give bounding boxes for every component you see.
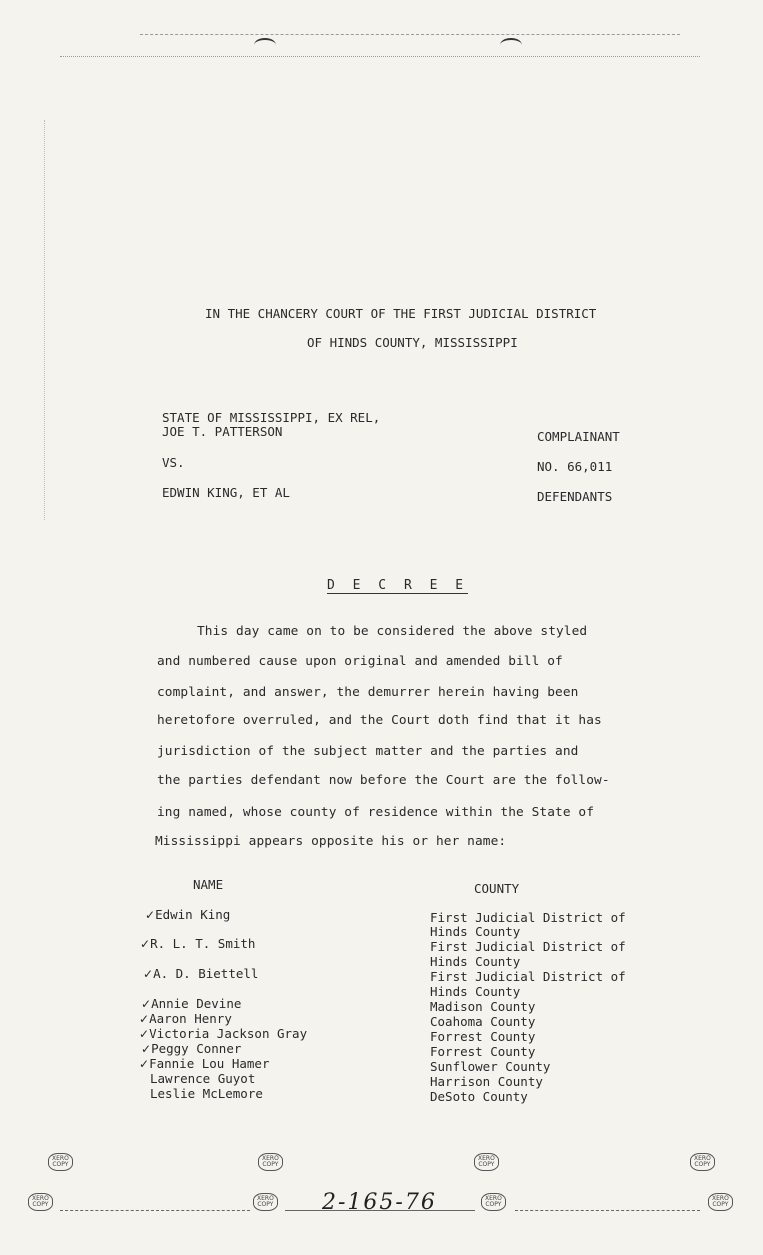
defendants-label: DEFENDANTS (537, 489, 613, 504)
top-scan-noise-2 (60, 56, 700, 57)
left-margin-noise (44, 120, 45, 520)
xero-copy-stamp (48, 1153, 73, 1171)
stamp-text: XERO (712, 1195, 729, 1202)
check-mark-icon: ✓ (139, 1027, 150, 1041)
stamp-text: COPY (694, 1161, 711, 1168)
defendant-name: Edwin King (155, 907, 231, 922)
stamp-text: XERO (52, 1155, 69, 1162)
stamp-text: XERO (478, 1155, 495, 1162)
defendant-name: Victoria Jackson Gray (149, 1026, 308, 1041)
decree-title: D E C R E E (327, 578, 469, 593)
defendant-name: Fannie Lou Hamer (149, 1056, 270, 1071)
body-line: ing named, whose county of residence within the State of (157, 805, 595, 820)
handwritten-document-number: 2-165-76 (322, 1190, 437, 1215)
name-column-header: NAME (193, 877, 224, 892)
county-cell: First Judicial District of (430, 910, 626, 925)
stamp-text: COPY (485, 1201, 502, 1208)
check-mark-icon: ✓ (140, 937, 151, 951)
stamp-text: XERO (257, 1195, 274, 1202)
defendant-name: Aaron Henry (149, 1011, 232, 1026)
xero-copy-stamp (690, 1153, 715, 1171)
county-cell: Sunflower County (430, 1059, 551, 1074)
defendant-row (139, 1026, 307, 1041)
defendant-name: A. D. Biettell (153, 966, 259, 981)
body-line: and numbered cause upon original and amended bill of (157, 654, 563, 669)
fold-mark-right (500, 38, 522, 52)
check-mark-icon: ✓ (145, 908, 156, 922)
stamp-text: COPY (52, 1161, 69, 1168)
stamp-text: COPY (478, 1161, 495, 1168)
body-line: jurisdiction of the subject matter and the parties and (157, 744, 579, 759)
stamp-text: COPY (32, 1201, 49, 1208)
county-cell: DeSoto County (430, 1089, 528, 1104)
defendant-name: Peggy Conner (151, 1041, 242, 1056)
bottom-rule-right (515, 1210, 700, 1211)
plaintiff-line2: JOE T. PATTERSON (162, 424, 283, 439)
defendant-name: Leslie McLemore (150, 1086, 263, 1101)
county-cell: Coahoma County (430, 1014, 536, 1029)
court-header-line2: OF HINDS COUNTY, MISSISSIPPI (307, 335, 518, 350)
county-cell: Harrison County (430, 1074, 543, 1089)
county-cell: Madison County (430, 999, 536, 1014)
defendant-row (145, 907, 230, 922)
complainant-label: COMPLAINANT (537, 429, 620, 444)
defendant-name: Annie Devine (151, 996, 242, 1011)
check-mark-icon: ✓ (139, 1057, 150, 1071)
county-column-header: COUNTY (474, 881, 520, 896)
fold-mark-left (254, 38, 276, 52)
defendant-row (139, 1056, 269, 1071)
body-line: This day came on to be considered the above styled (197, 624, 588, 639)
body-line: Mississippi appears opposite his or her name: (155, 834, 507, 849)
check-mark-icon: ✓ (143, 967, 154, 981)
defendant-row (139, 1011, 232, 1026)
stamp-text: XERO (694, 1155, 711, 1162)
county-cell: Forrest County (430, 1044, 536, 1059)
defendant-row (143, 966, 258, 981)
xero-copy-stamp (253, 1193, 278, 1211)
defendant-name: Lawrence Guyot (150, 1071, 256, 1086)
county-cell: Forrest County (430, 1029, 536, 1044)
county-cell: Hinds County (430, 924, 521, 939)
county-cell: First Judicial District of (430, 939, 626, 954)
body-line: complaint, and answer, the demurrer herein having been (157, 685, 579, 700)
defendant-row (141, 1041, 241, 1056)
court-header-line1: IN THE CHANCERY COURT OF THE FIRST JUDICIAL DISTRICT (205, 306, 597, 321)
stamp-text: COPY (262, 1161, 279, 1168)
county-cell: Hinds County (430, 984, 521, 999)
county-cell: First Judicial District of (430, 969, 626, 984)
bottom-rule-left (60, 1210, 250, 1211)
plaintiff-line1: STATE OF MISSISSIPPI, EX REL, (162, 410, 381, 425)
body-line: heretofore overruled, and the Court doth find that it has (157, 713, 602, 728)
xero-copy-stamp (474, 1153, 499, 1171)
top-scan-noise (140, 34, 680, 35)
xero-copy-stamp (708, 1193, 733, 1211)
stamp-text: XERO (32, 1195, 49, 1202)
xero-copy-stamp (28, 1193, 53, 1211)
check-mark-icon: ✓ (141, 997, 152, 1011)
case-number: NO. 66,011 (537, 459, 613, 474)
check-mark-icon: ✓ (139, 1012, 150, 1026)
defendant-row (140, 936, 255, 951)
versus: VS. (162, 455, 185, 470)
stamp-text: XERO (485, 1195, 502, 1202)
defendant-name: EDWIN KING, ET AL (162, 485, 290, 500)
stamp-text: XERO (262, 1155, 279, 1162)
xero-copy-stamp (481, 1193, 506, 1211)
check-mark-icon: ✓ (141, 1042, 152, 1056)
xero-copy-stamp (258, 1153, 283, 1171)
body-line: the parties defendant now before the Court are the follow- (157, 773, 610, 788)
defendant-name: R. L. T. Smith (150, 936, 256, 951)
defendant-row (141, 996, 241, 1011)
stamp-text: COPY (712, 1201, 729, 1208)
county-cell: Hinds County (430, 954, 521, 969)
stamp-text: COPY (257, 1201, 274, 1208)
